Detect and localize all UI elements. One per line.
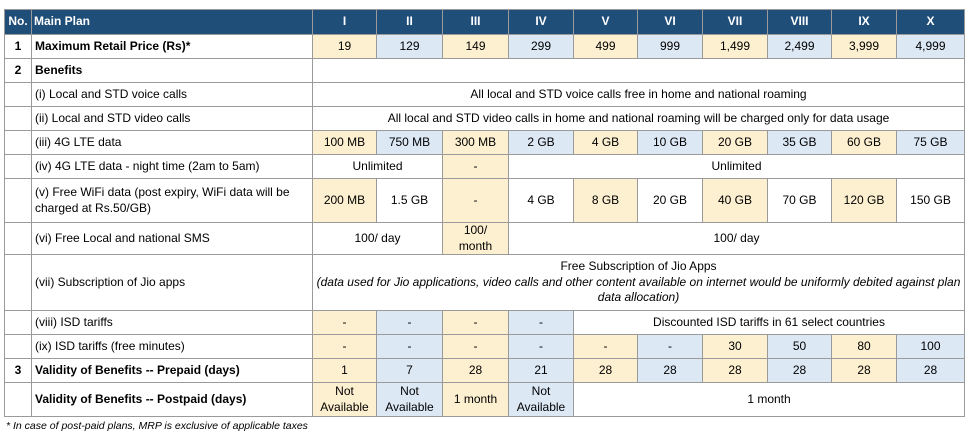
merged-cell: 1 month [574,383,965,417]
row-night [5,155,965,179]
merged-cell [313,255,965,311]
row-prepaid [5,359,965,383]
cell: 20 GB [638,179,703,223]
empty-cell [5,311,32,335]
row-isd-free [5,335,965,359]
empty-cell [313,59,965,83]
cell: 200 MB [313,179,377,223]
row-label: (ii) Local and STD video calls [32,107,313,131]
cell: 10 GB [638,131,703,155]
footnote: * In case of post-paid plans, MRP is exclusive of applicable taxes [6,420,308,432]
header-plan: VIII [768,10,832,35]
cell: 150 GB [897,179,965,223]
header-plan: V [574,10,638,35]
row-label: (ix) ISD tariffs (free minutes) [32,335,313,359]
cell: 19 [313,35,377,59]
cell: 4 GB [574,131,638,155]
cell: - [574,335,638,359]
cell: 100/ month [443,223,509,255]
row-label: (i) Local and STD voice calls [32,83,313,107]
cell: - [377,335,443,359]
row-isd [5,311,965,335]
row-label: (iv) 4G LTE data - night time (2am to 5am) [32,155,313,179]
merged-cell: 100/ day [313,223,443,255]
cell: 60 GB [832,131,897,155]
cell: 28 [638,359,703,383]
row-number: 3 [5,359,32,383]
merged-cell: 100/ day [509,223,965,255]
header-main-plan: Main Plan [32,10,313,35]
header-plan: IV [509,10,574,35]
cell: 8 GB [574,179,638,223]
row-jio-apps [5,255,965,311]
cell: - [509,335,574,359]
cell: 28 [703,359,768,383]
cell: 50 [768,335,832,359]
empty-cell [5,335,32,359]
cell: 40 GB [703,179,768,223]
cell: - [638,335,703,359]
cell: 28 [768,359,832,383]
row-label: Validity of Benefits -- Prepaid (days) [32,359,313,383]
row-benefits [5,59,965,83]
header-no: No. [5,10,32,35]
row-video [5,107,965,131]
row-postpaid [5,383,965,417]
cell: 299 [509,35,574,59]
row-lte [5,131,965,155]
header-plan: III [443,10,509,35]
row-label: (v) Free WiFi data (post expiry, WiFi data will be charged at Rs.50/GB) [32,179,313,223]
cell: - [443,155,509,179]
cell: - [443,335,509,359]
cell: 70 GB [768,179,832,223]
cell: 120 GB [832,179,897,223]
cell: 75 GB [897,131,965,155]
cell: 999 [638,35,703,59]
row-label: Maximum Retail Price (Rs)* [32,35,313,59]
header-plan: VI [638,10,703,35]
row-sms [5,223,965,255]
cell: Not Available [313,383,377,417]
jio-apps-line1: Free Subscription of Jio Apps [560,259,717,274]
merged-cell: Unlimited [313,155,443,179]
empty-cell [5,107,32,131]
empty-cell [5,83,32,107]
empty-cell [5,223,32,255]
merged-cell: Discounted ISD tariffs in 61 select countries [574,311,965,335]
cell: 300 MB [443,131,509,155]
cell: - [313,335,377,359]
row-label: (iii) 4G LTE data [32,131,313,155]
cell: 4 GB [509,179,574,223]
cell: - [377,311,443,335]
cell: 1,499 [703,35,768,59]
header-plan: X [897,10,965,35]
cell: 4,999 [897,35,965,59]
tariff-table [4,9,965,417]
cell: Not Available [377,383,443,417]
header-plan: VII [703,10,768,35]
cell: 28 [443,359,509,383]
merged-cell: All local and STD voice calls free in home and national roaming [313,83,965,107]
empty-cell [5,131,32,155]
cell: 499 [574,35,638,59]
jio-apps-line2: (data used for Jio applications, video calls and other content available on internet would be uniformly debited against plan data allocation) [316,274,961,305]
cell: - [443,311,509,335]
cell: 30 [703,335,768,359]
cell: 100 [897,335,965,359]
cell: 28 [897,359,965,383]
cell: 1.5 GB [377,179,443,223]
header-row [5,10,965,35]
cell: 28 [574,359,638,383]
header-plan: IX [832,10,897,35]
cell: 28 [832,359,897,383]
cell: 2,499 [768,35,832,59]
row-wifi [5,179,965,223]
cell: 20 GB [703,131,768,155]
row-label: Validity of Benefits -- Postpaid (days) [32,383,313,417]
empty-cell [5,179,32,223]
cell: 1 [313,359,377,383]
merged-cell: All local and STD video calls in home and national roaming will be charged only for data usage [313,107,965,131]
cell: 100 MB [313,131,377,155]
cell: 2 GB [509,131,574,155]
row-label: (vi) Free Local and national SMS [32,223,313,255]
cell: - [443,179,509,223]
cell: Not Available [509,383,574,417]
row-voice [5,83,965,107]
header-plan: I [313,10,377,35]
row-mrp [5,35,965,59]
cell: - [509,311,574,335]
row-number: 1 [5,35,32,59]
empty-cell [5,383,32,417]
row-label: Benefits [32,59,313,83]
row-label: (viii) ISD tariffs [32,311,313,335]
cell: 129 [377,35,443,59]
cell: 7 [377,359,443,383]
empty-cell [5,155,32,179]
row-number: 2 [5,59,32,83]
cell: 149 [443,35,509,59]
cell: - [313,311,377,335]
cell: 1 month [443,383,509,417]
cell: 35 GB [768,131,832,155]
cell: 750 MB [377,131,443,155]
row-label: (vii) Subscription of Jio apps [32,255,313,311]
cell: 80 [832,335,897,359]
cell: 21 [509,359,574,383]
header-plan: II [377,10,443,35]
cell: 3,999 [832,35,897,59]
empty-cell [5,255,32,311]
merged-cell: Unlimited [509,155,965,179]
